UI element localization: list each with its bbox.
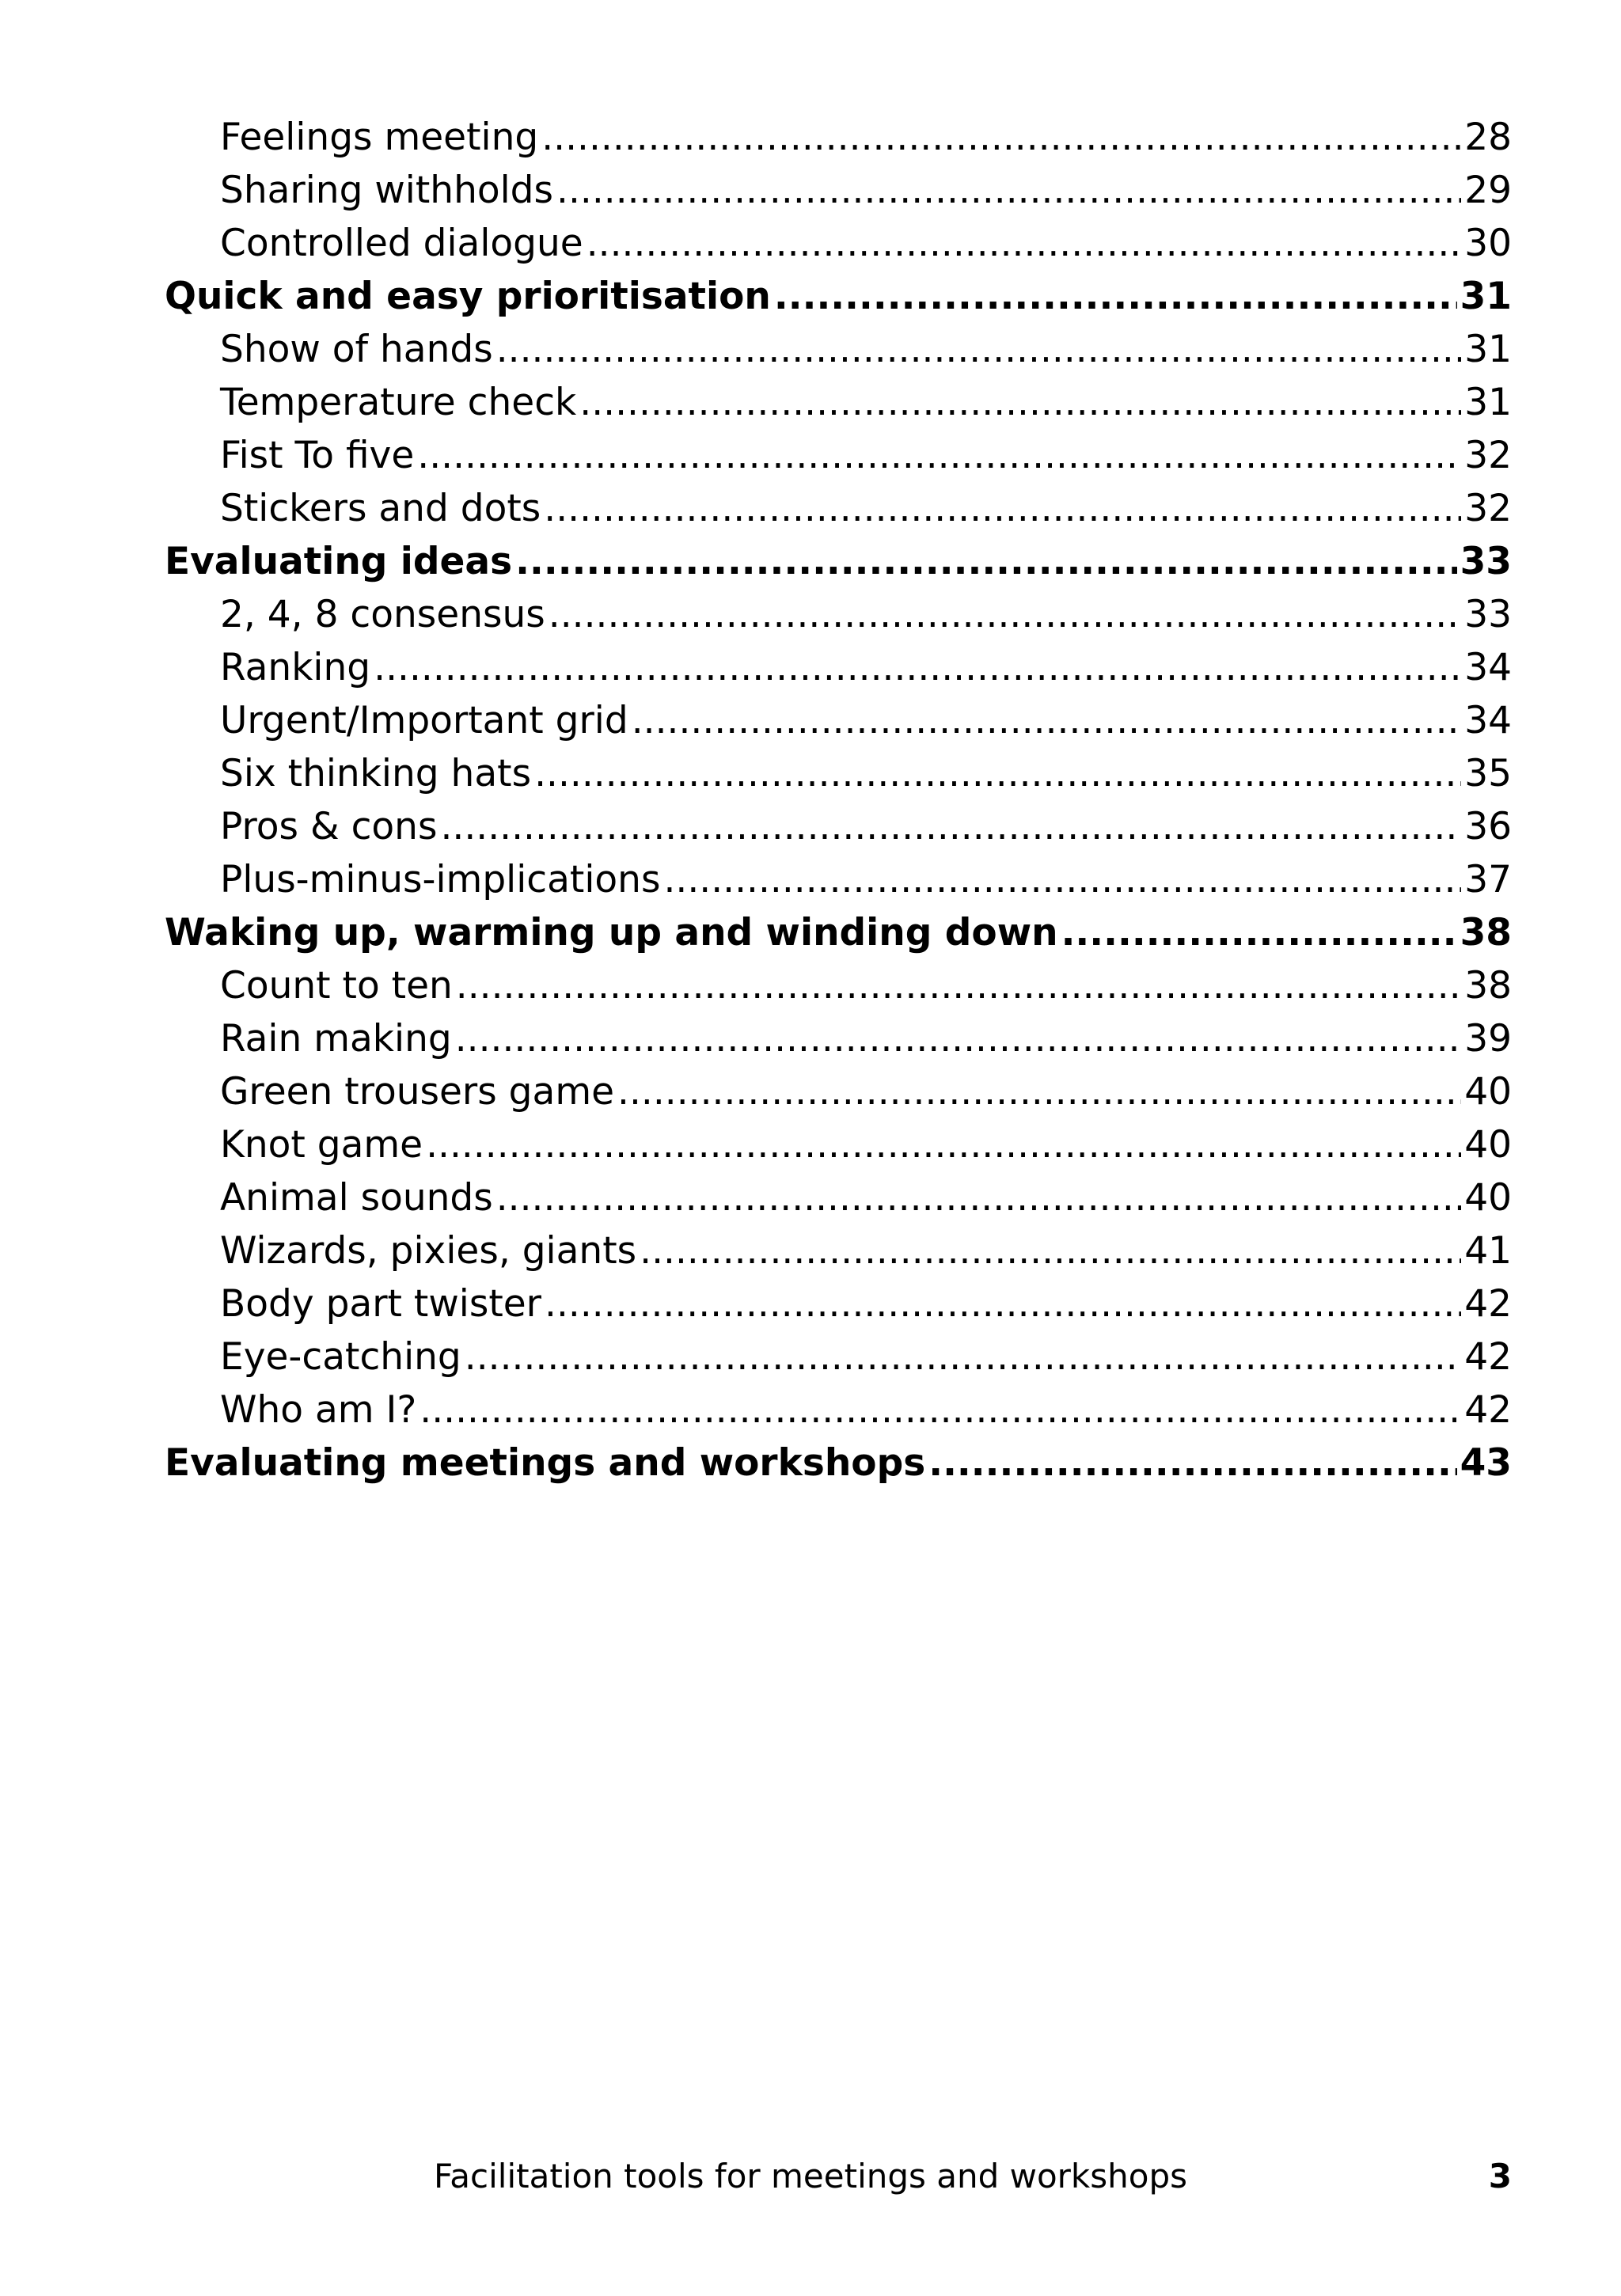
- toc-entry-page: 42: [1464, 1335, 1512, 1379]
- toc-dot-leader: [632, 694, 1461, 747]
- footer-page-number: 3: [1488, 2157, 1512, 2195]
- toc-entry[interactable]: [165, 270, 1512, 323]
- toc-entry[interactable]: [165, 588, 1512, 641]
- toc-entry-page: 32: [1464, 434, 1512, 477]
- toc-entry-page: 42: [1464, 1282, 1512, 1326]
- toc-entry[interactable]: [165, 694, 1512, 747]
- toc-entry-page: 34: [1464, 646, 1512, 689]
- toc-entry-page: 40: [1464, 1070, 1512, 1114]
- toc-entry[interactable]: [165, 429, 1512, 482]
- toc-entry-page: 31: [1460, 275, 1512, 318]
- toc-dot-leader: [556, 164, 1461, 217]
- toc-entry-title: Knot game: [220, 1123, 423, 1167]
- toc-entry-title: Count to ten: [220, 964, 453, 1008]
- toc-entry[interactable]: [165, 641, 1512, 694]
- toc-entry[interactable]: [165, 323, 1512, 376]
- toc-entry-page: 29: [1464, 169, 1512, 212]
- toc-entry-page: 34: [1464, 699, 1512, 742]
- toc-entry-title: Urgent/Important grid: [220, 699, 628, 742]
- toc-entry-title: Sharing withholds: [220, 169, 554, 212]
- toc-entry-title: Fist To five: [220, 434, 415, 477]
- toc-entry-page: 28: [1464, 116, 1512, 159]
- toc-dot-leader: [374, 641, 1461, 694]
- toc-entry[interactable]: [165, 800, 1512, 853]
- toc-entry-title: Green trousers game: [220, 1070, 615, 1114]
- toc-dot-leader: [640, 1224, 1461, 1277]
- toc-entry[interactable]: [165, 217, 1512, 270]
- toc-entry[interactable]: [165, 111, 1512, 164]
- toc-entry-title: Evaluating meetings and workshops: [165, 1441, 926, 1485]
- toc-entry-page: 42: [1464, 1388, 1512, 1432]
- toc-entry[interactable]: [165, 1065, 1512, 1118]
- toc-dot-leader: [496, 1171, 1461, 1224]
- toc-entry-title: Temperature check: [220, 381, 577, 424]
- toc-dot-leader: [440, 800, 1461, 853]
- toc-entry[interactable]: [165, 1224, 1512, 1277]
- toc-entry[interactable]: [165, 482, 1512, 535]
- toc-entry[interactable]: [165, 1277, 1512, 1330]
- toc-entry[interactable]: [165, 1171, 1512, 1224]
- toc-entry-title: Feelings meeting: [220, 116, 539, 159]
- toc-dot-leader: [426, 1118, 1461, 1171]
- toc-dot-leader: [419, 1383, 1461, 1436]
- toc-entry-title: Eye-catching: [220, 1335, 461, 1379]
- toc-entry-page: 31: [1464, 328, 1512, 371]
- toc-entry-title: Animal sounds: [220, 1176, 493, 1220]
- toc-entry-page: 33: [1464, 593, 1512, 636]
- toc-entry[interactable]: [165, 853, 1512, 906]
- toc-dot-leader: [417, 429, 1461, 482]
- toc-entry-page: 39: [1464, 1017, 1512, 1061]
- toc-dot-leader: [663, 853, 1461, 906]
- toc-entry-title: Waking up, warming up and winding down: [165, 911, 1058, 954]
- toc-entry-title: Controlled dialogue: [220, 222, 583, 265]
- toc-entry-page: 41: [1464, 1229, 1512, 1273]
- toc-entry-title: Wizards, pixies, giants: [220, 1229, 637, 1273]
- toc-dot-leader: [534, 747, 1461, 800]
- toc-entry-title: Body part twister: [220, 1282, 541, 1326]
- toc-dot-leader: [545, 1277, 1461, 1330]
- toc-dot-leader: [928, 1436, 1456, 1490]
- toc-entry[interactable]: [165, 1012, 1512, 1065]
- toc-entry-page: 33: [1460, 540, 1512, 583]
- toc-entry-title: Pros & cons: [220, 805, 438, 848]
- footer-document-title: Facilitation tools for meetings and workshops: [434, 2157, 1187, 2195]
- toc-entry-page: 40: [1464, 1123, 1512, 1167]
- toc-entry-page: 38: [1460, 911, 1512, 954]
- toc-entry-title: Six thinking hats: [220, 752, 532, 795]
- toc-entry-page: 30: [1464, 222, 1512, 265]
- toc-entry[interactable]: [165, 1436, 1512, 1490]
- toc-entry[interactable]: [165, 535, 1512, 588]
- toc-entry[interactable]: [165, 1118, 1512, 1171]
- toc-entry-title: Evaluating ideas: [165, 540, 513, 583]
- toc-entry[interactable]: [165, 164, 1512, 217]
- toc-entry-page: 43: [1460, 1441, 1512, 1485]
- toc-entry-title: Show of hands: [220, 328, 493, 371]
- toc-entry-page: 38: [1464, 964, 1512, 1008]
- toc-dot-leader: [456, 959, 1461, 1012]
- toc-dot-leader: [587, 217, 1462, 270]
- toc-dot-leader: [465, 1330, 1461, 1383]
- toc-entry[interactable]: [165, 959, 1512, 1012]
- toc-entry-page: 35: [1464, 752, 1512, 795]
- toc-dot-leader: [541, 111, 1461, 164]
- toc-entry-title: Rain making: [220, 1017, 452, 1061]
- toc-entry-title: Ranking: [220, 646, 371, 689]
- toc-entry[interactable]: [165, 1330, 1512, 1383]
- table-of-contents: [165, 111, 1512, 1490]
- toc-dot-leader: [455, 1012, 1461, 1065]
- toc-entry[interactable]: [165, 1383, 1512, 1436]
- toc-dot-leader: [515, 535, 1456, 588]
- toc-dot-leader: [549, 588, 1461, 641]
- page-footer: [0, 2153, 1621, 2200]
- toc-dot-leader: [579, 376, 1461, 429]
- toc-dot-leader: [617, 1065, 1461, 1118]
- toc-dot-leader: [544, 482, 1461, 535]
- toc-dot-leader: [1061, 906, 1457, 959]
- toc-entry-page: 37: [1464, 858, 1512, 901]
- toc-entry-page: 32: [1464, 487, 1512, 530]
- toc-entry-title: Plus-minus-implications: [220, 858, 661, 901]
- toc-entry[interactable]: [165, 906, 1512, 959]
- toc-dot-leader: [496, 323, 1461, 376]
- toc-entry-page: 40: [1464, 1176, 1512, 1220]
- toc-entry-title: 2, 4, 8 consensus: [220, 593, 545, 636]
- toc-entry-title: Stickers and dots: [220, 487, 541, 530]
- toc-entry-page: 31: [1464, 381, 1512, 424]
- toc-entry-page: 36: [1464, 805, 1512, 848]
- toc-dot-leader: [774, 270, 1457, 323]
- toc-entry-title: Quick and easy prioritisation: [165, 275, 771, 318]
- toc-entry[interactable]: [165, 376, 1512, 429]
- toc-entry-title: Who am I?: [220, 1388, 417, 1432]
- toc-entry[interactable]: [165, 747, 1512, 800]
